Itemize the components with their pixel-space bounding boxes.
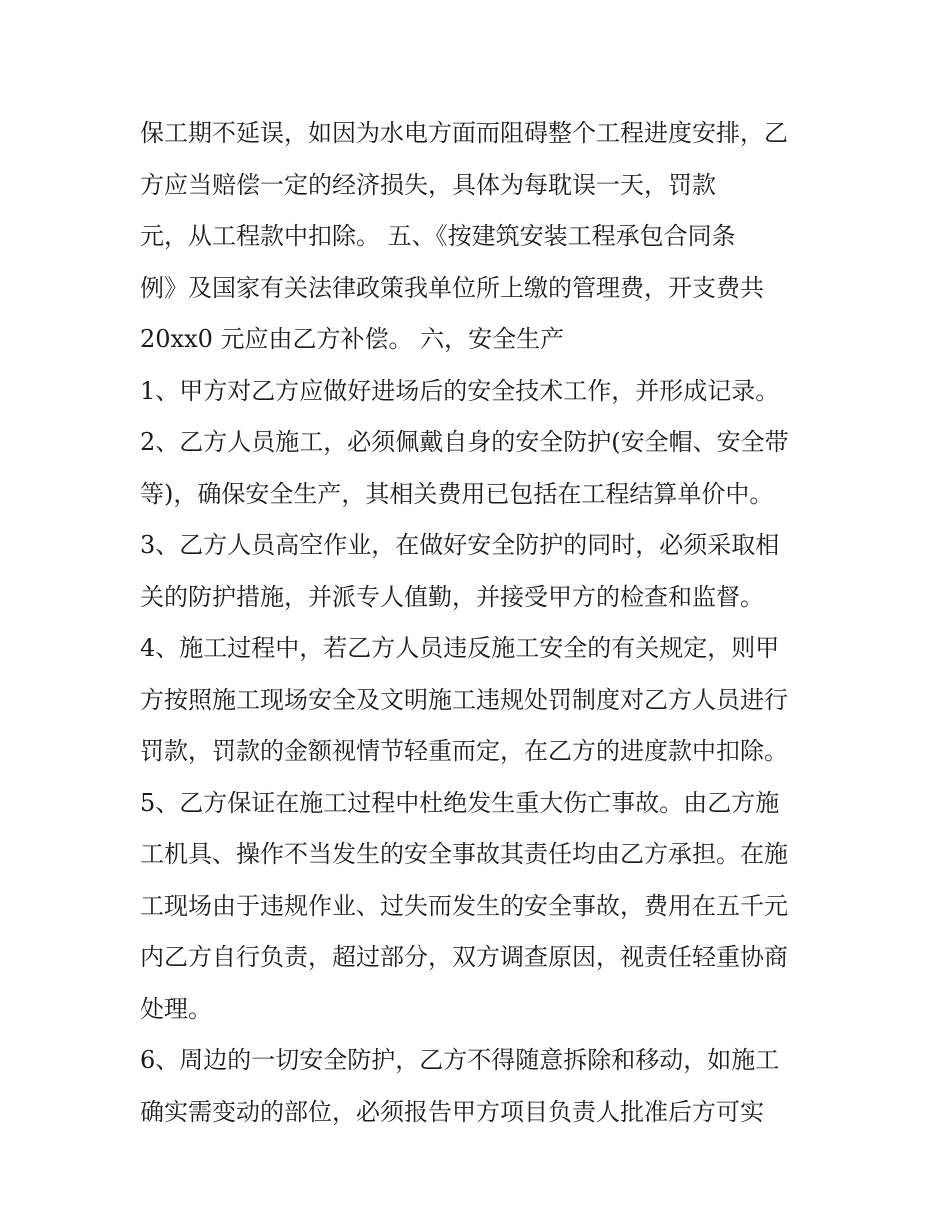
text-line: 工机具、操作不当发生的安全事故其责任均由乙方承担。在施 [140, 840, 788, 868]
document-body [140, 108, 820, 1138]
text-line: 等)，确保安全生产，其相关费用已包括在工程结算单价中。 [140, 479, 774, 508]
text-line: 1、甲方对乙方应做好进场后的安全技术工作，并形成记录。 [140, 376, 780, 405]
text-line: 保工期不延误，如因为水电方面而阻碍整个工程进度安排，乙 [140, 119, 788, 147]
text-line: 2、乙方人员施工，必须佩戴自身的安全防护(安全帽、安全带 [140, 428, 789, 456]
text-line: 罚款，罚款的金额视情节轻重而定，在乙方的进度款中扣除。 [140, 737, 788, 765]
text-line: 关的防护措施，并派专人值勤，并接受甲方的检查和监督。 [140, 582, 764, 611]
text-line: 方按照施工现场安全及文明施工违规处罚制度对乙方人员进行 [140, 685, 788, 714]
text-line: 确实需变动的部位，必须报告甲方项目负责人批准后方可实 [140, 1097, 764, 1126]
text-line: 方应当赔偿一定的经济损失，具体为每耽误一天，罚款 [140, 170, 716, 199]
text-line: 元，从工程款中扣除。 五、《按建筑安装工程承包合同条 [140, 222, 736, 250]
text-line: 5、乙方保证在施工过程中杜绝发生重大伤亡事故。由乙方施 [140, 788, 780, 817]
text-line: 6、周边的一切安全防护，乙方不得随意拆除和移动，如施工 [140, 1046, 780, 1074]
text-line: 处理。 [140, 994, 212, 1023]
text-line: 工现场由于违规作业、过失而发生的安全事故，费用在五千元 [140, 891, 788, 920]
text-line: 例》及国家有关法律政策我单位所上缴的管理费，开支费共 [140, 273, 764, 302]
text-line: 20xx0 元应由乙方补偿。 六，安全生产 [140, 325, 565, 353]
text-line: 4、施工过程中，若乙方人员违反施工安全的有关规定，则甲 [140, 634, 780, 662]
text-line: 3、乙方人员高空作业，在做好安全防护的同时，必须采取相 [140, 531, 780, 559]
text-line: 内乙方自行负责，超过部分，双方调查原因，视责任轻重协商 [140, 943, 788, 971]
